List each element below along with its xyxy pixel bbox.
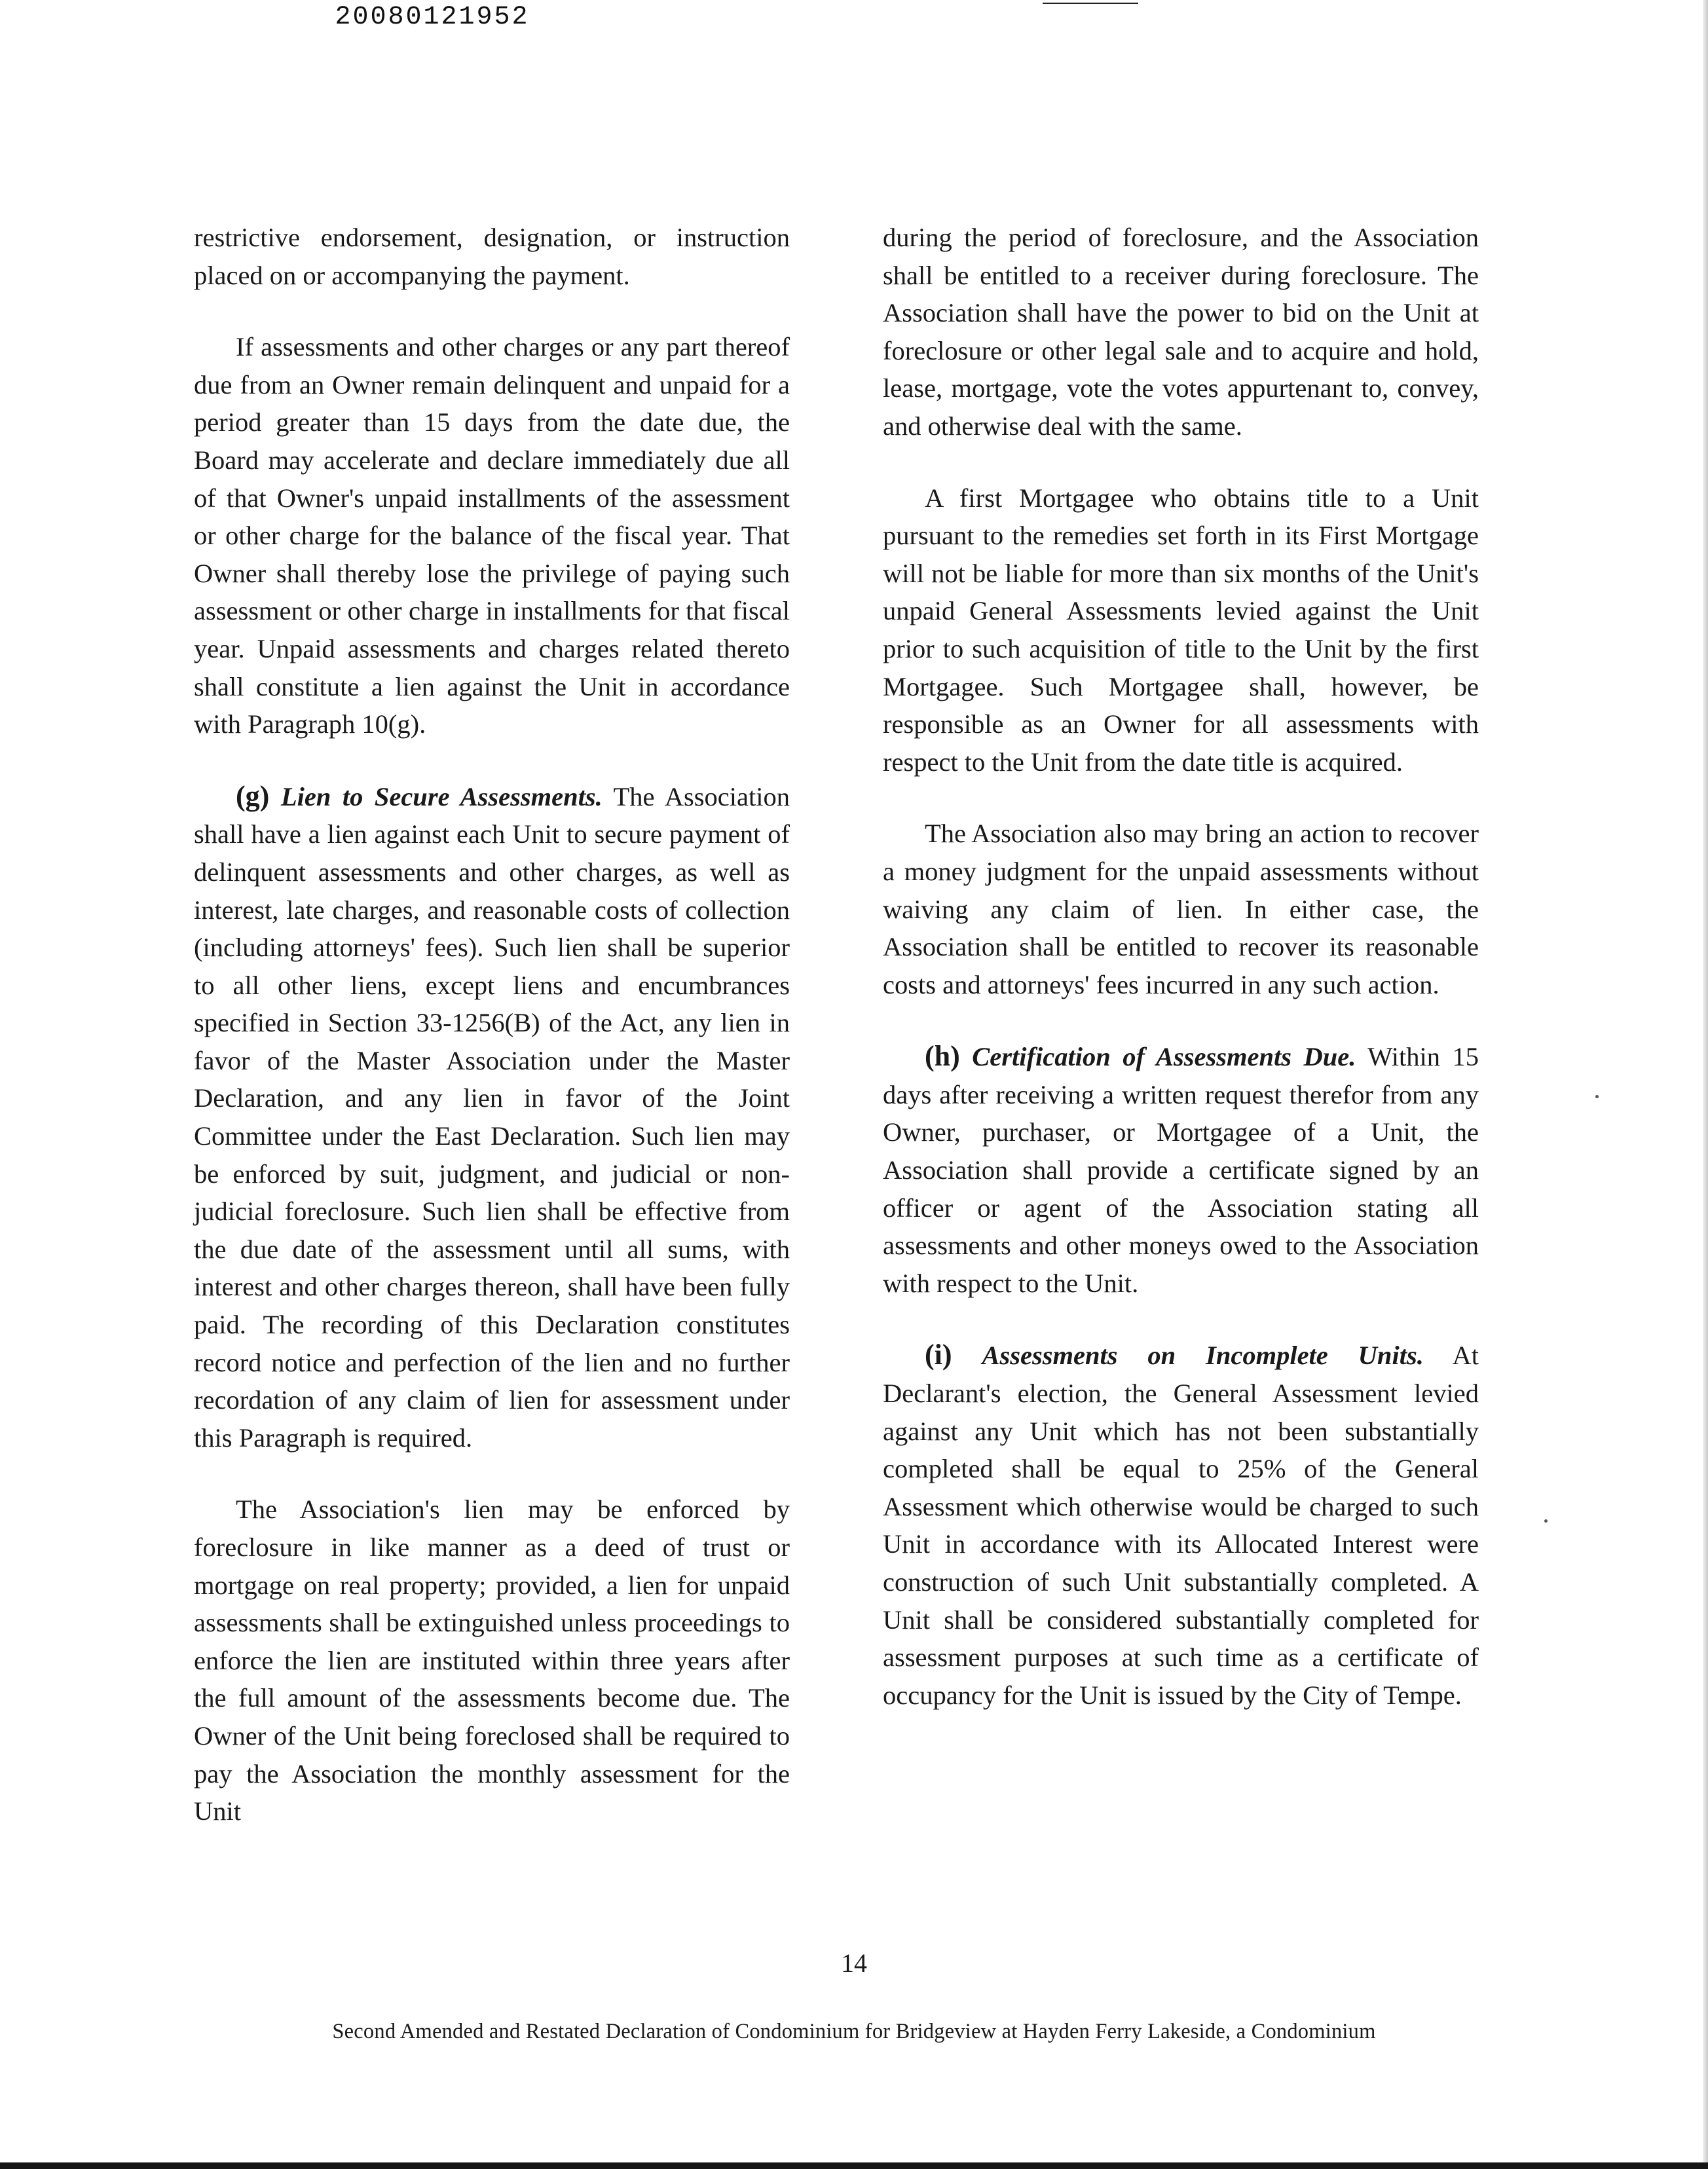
scan-edge-bottom: [0, 2162, 1708, 2169]
paragraph-foreclosure-continued: during the period of foreclosure, and the Association shall be entitled to a receiver during foreclosure. The Association shall have the power to bid on the Unit at foreclosure or other legal sale and to acquire and hold, lease, mortgage, vote the votes appurtenant to, convey, and otherwise deal with the same.: [883, 223, 1479, 441]
right-column: [883, 219, 1479, 1748]
section-h-letter: (h): [925, 1040, 960, 1073]
page-number: 14: [841, 1948, 867, 1978]
section-g: [194, 777, 790, 1457]
scan-speck: [1595, 1095, 1599, 1098]
paragraph-first-mortgagee: A first Mortgagee who obtains title to a Unit pursuant to the remedies set forth in its First Mortgage will not be liable for more than six months of the Unit's unpaid General Assessments levied against the Unit prior to such acquisition of title to the Unit by the first Mortgagee. Such Mortgagee shall, however, be responsible as an Owner for all assessments with respect to the Unit from the date title is acquired.: [883, 483, 1479, 777]
scan-speck: [1544, 1519, 1548, 1523]
paragraph-continued: restrictive endorsement, designation, or instruction placed on or accompanying the payment.: [194, 223, 790, 290]
section-i-letter: (i): [925, 1339, 952, 1371]
section-i: [883, 1336, 1479, 1714]
scan-edge-right: [1703, 0, 1708, 2169]
section-i-heading: Assessments on Incomplete Units.: [982, 1341, 1424, 1371]
section-g-heading: Lien to Secure Assessments.: [280, 781, 603, 811]
section-h-heading: Certification of Assessments Due.: [972, 1042, 1356, 1072]
section-i-text: At Declarant's election, the General Assessment levied against any Unit which has not been substantially completed shall be equal to 25% of the General Assessment which otherwise would be charged to such Unit in accordance with its Allocated Interest were construction of such Unit substantially completed. A Unit shall be considered substantially completed for assessment purposes at such time as a certificate of occupancy for the Unit is issued by the City of Tempe.: [883, 1341, 1479, 1710]
section-g-letter: (g): [236, 779, 270, 812]
paragraph-lien-enforcement: The Association's lien may be enforced by foreclosure in like manner as a deed of trust or mortgage on real property; provided, a lien for unpaid assessments shall be extinguished unless proceedings to enforce the lien are instituted within three years after the full amount of the assessments become due. The Owner of the Unit being foreclosed shall be required to pay the Association the monthly assessment for the Unit: [194, 1494, 790, 1826]
paragraph-money-judgment: The Association also may bring an action to recover a money judgment for the unpaid assessments without waiving any claim of lien. In either case, the Association shall be entitled to recover its reasonable costs and attorneys' fees incurred in any such action.: [883, 819, 1479, 999]
page-footer: Second Amended and Restated Declaration of Condominium for Bridgeview at Hayden Ferry Lakeside, a Condominium: [332, 2020, 1376, 2043]
left-column: [194, 219, 790, 1864]
document-number: 20080121952: [335, 3, 530, 32]
paragraph-acceleration: If assessments and other charges or any part thereof due from an Owner remain delinquent and unpaid for a period greater than 15 days from the date due, the Board may accelerate and declare immediately due all of that Owner's unpaid installments of the assessment or other charge for the balance of the fiscal year. That Owner shall thereby lose the privilege of paying such assessment or other charge in installments for that fiscal year. Unpaid assessments and charges related thereto shall constitute a lien against the Unit in accordance with Paragraph 10(g).: [194, 332, 790, 739]
section-h-text: Within 15 days after receiving a written request therefor from any Owner, purchaser, or Mortgagee of a Unit, the Association shall provide a certificate signed by an officer or agent of the Association stating all assessments and other moneys owed to the Association with respect to the Unit.: [883, 1042, 1479, 1298]
section-g-text: The Association shall have a lien against each Unit to secure payment of delinquent assessments and other charges, as well as interest, late charges, and reasonable costs of collection (including attorneys' fees). Such lien shall be superior to all other liens, except liens and encumbrances specified in Section 33-1256(B) of the Act, any lien in favor of the Master Association under the Master Declaration, and any lien in favor of the Joint Committee under the East Declaration. Such lien may be enforced by suit, judgment, and judicial or non-judicial foreclosure. Such lien shall be effective from the due date of the assessment until all sums, with interest and other charges thereon, shall have been fully paid. The recording of this Declaration constitutes record notice and perfection of the lien and no further recordation of any claim of lien for assessment under this Paragraph is required.: [194, 781, 790, 1453]
section-h: [883, 1037, 1479, 1302]
top-rule: [1043, 3, 1138, 4]
